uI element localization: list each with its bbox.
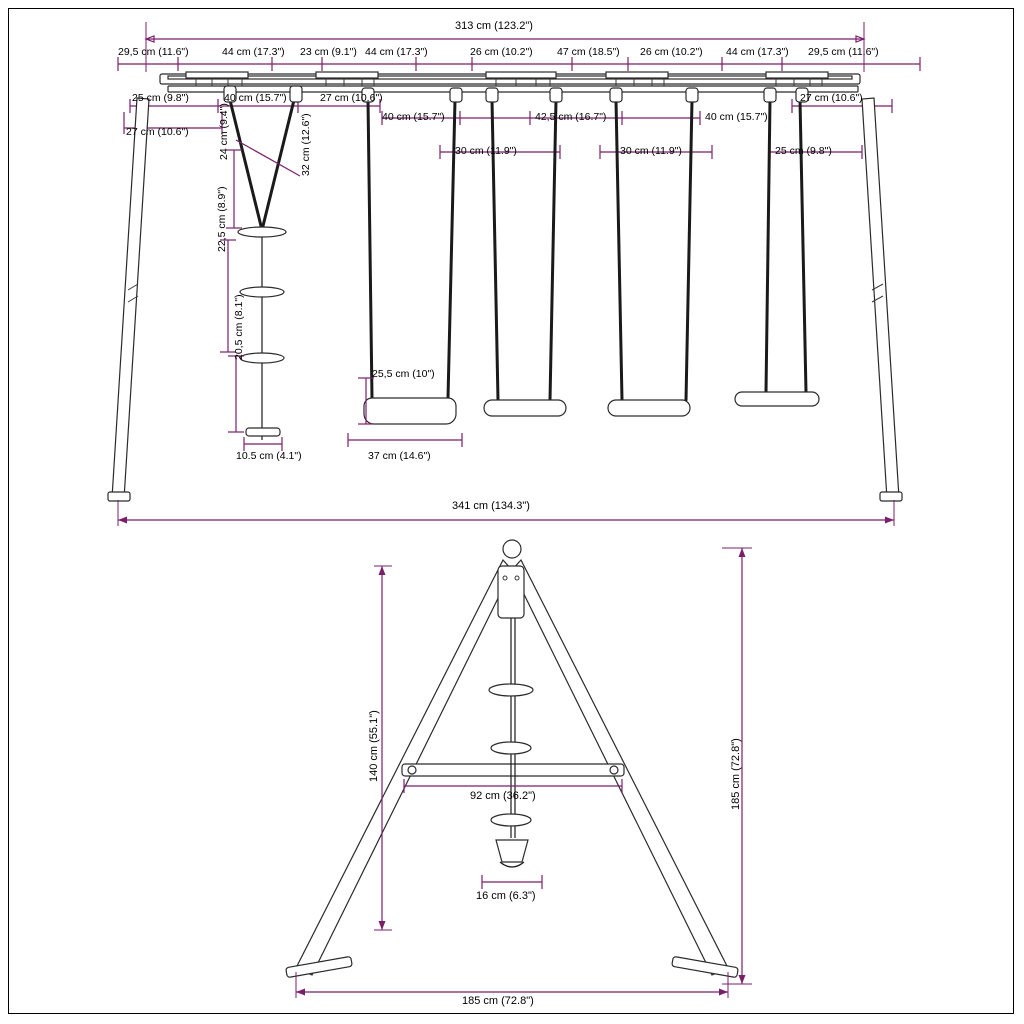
label-top-seg-1: 29,5 cm (11.6") (118, 46, 189, 58)
label-left-leg-offset: 27 cm (10.6") (126, 126, 189, 138)
label-top-seg-7: 26 cm (10.2") (640, 46, 703, 58)
label-side-beam-width: 92 cm (36.2") (470, 790, 536, 802)
label-hanger-width-3: 40 cm (15.7") (705, 111, 768, 123)
label-seat-top-width-1: 30 cm (11.9") (455, 145, 517, 157)
label-top-seg-5: 26 cm (10.2") (470, 46, 533, 58)
label-side-base-width: 185 cm (72.8") (462, 995, 534, 1007)
label-seat-top-width-2: 30 cm (11.9") (620, 145, 682, 157)
label-climber-v-span: 32 cm (12.6") (300, 113, 312, 176)
label-second-row-right-1: 27 cm (10.6") (800, 92, 863, 104)
label-second-row-1: 25 cm (9.8") (132, 92, 189, 104)
label-top-seg-8: 44 cm (17.3") (726, 46, 789, 58)
label-top-seg-4: 44 cm (17.3") (365, 46, 428, 58)
label-climber-rung-width: 10.5 cm (4.1") (236, 450, 302, 462)
label-hanger-width-2: 42,5 cm (16.7") (535, 111, 607, 123)
label-bottom-overall: 341 cm (134.3") (452, 500, 530, 512)
label-top-seg-9: 29,5 cm (11.6") (808, 46, 879, 58)
label-side-seat-width: 16 cm (6.3") (476, 890, 536, 902)
label-top-seg-2: 44 cm (17.3") (222, 46, 285, 58)
label-baby-seat-width: 37 cm (14.6") (368, 450, 431, 462)
label-hanger-width-4: 25 cm (9.8") (775, 145, 832, 157)
label-second-row-3: 27 cm (10.6") (320, 92, 383, 104)
label-side-left-height: 140 cm (55.1") (368, 710, 380, 782)
label-climber-rung-gap-lower: 20,5 cm (8.1") (233, 294, 245, 360)
label-top-seg-6: 47 cm (18.5") (557, 46, 620, 58)
label-hanger-width-1: 40 cm (15.7") (382, 111, 445, 123)
label-side-right-height: 185 cm (72.8") (730, 738, 742, 810)
label-second-row-2: 40 cm (15.7") (224, 92, 287, 104)
label-top-seg-3: 23 cm (9.1") (300, 46, 357, 58)
label-climber-rung-gap-upper: 22,5 cm (8.9") (216, 186, 228, 252)
label-top-overall: 313 cm (123.2") (455, 20, 533, 32)
label-baby-seat-height: 25,5 cm (10") (372, 368, 435, 380)
label-climber-v-height: 24 cm (9.4") (218, 103, 230, 160)
